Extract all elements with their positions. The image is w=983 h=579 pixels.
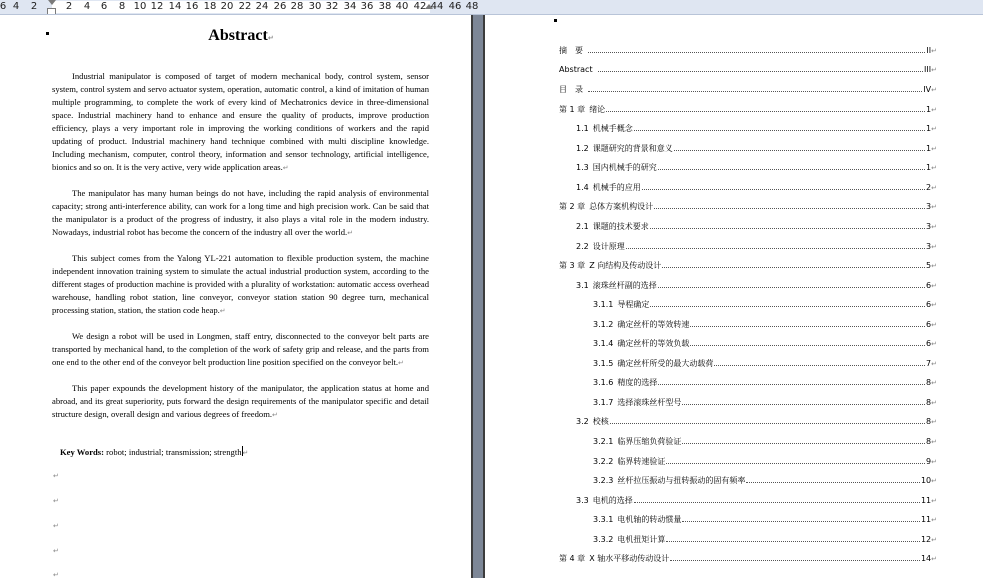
abstract-paragraph-1[interactable]: [52, 70, 429, 175]
toc-entry-title: 确定丝杆的等效转速: [617, 319, 690, 329]
toc-dot-leader: [666, 462, 925, 464]
ruler-tick: 36: [360, 1, 374, 12]
toc-entry-title: 设计原理: [592, 241, 625, 251]
toc-entry[interactable]: [593, 534, 937, 548]
toc-entry-title: 丝杆拉压振动与扭转振动的固有频率: [617, 476, 746, 486]
toc-entry-page: 5: [926, 261, 932, 271]
toc-dot-leader: [674, 149, 925, 151]
toc-entry[interactable]: [559, 260, 937, 274]
ruler-tick: 12: [150, 1, 164, 12]
toc-entry[interactable]: [593, 338, 937, 352]
toc-entry[interactable]: [593, 358, 937, 372]
toc-dot-leader: [610, 422, 925, 424]
toc-entry-title: 临界压缩负荷验证: [617, 437, 682, 446]
toc-entry[interactable]: [593, 397, 937, 411]
paragraph-mark-icon: ↵: [931, 555, 937, 564]
toc-dot-leader: [650, 227, 925, 229]
paragraph-mark-icon: ↵: [931, 320, 937, 329]
keywords-label: Key Words:: [60, 447, 105, 457]
paragraph-mark-icon: ↵: [931, 242, 937, 251]
toc-dot-leader: [634, 129, 925, 131]
paragraph-mark-icon: ↵: [931, 65, 937, 74]
toc-entry-title: 电机扭矩计算: [617, 534, 666, 544]
toc-entry-number: 1.3: [576, 163, 589, 173]
toc-entry-number: 3.2.2: [593, 456, 614, 466]
toc-entry[interactable]: [576, 143, 937, 157]
toc-entry-title: 课题研究的背景和意义: [592, 143, 673, 153]
paragraph-text: Industrial manipulator is composed of target of modern mechanical body, control system, sensor system, control system and servo actuator system, operation, automatic control, a kind of imitation of human multiple programming, to complete the work of every kind of Mechatronics device in three-dimensional space. Industrial machinery hand to enhance and ensure the quality of products, improve production efficiency, plays a very important role in improving the working conditions of workers and the rapid updating of product. Industrial machinery hand technique combined with multi discipline knowledge. Including mechanism, computer, control theory, information and sensor technology, artificial intelligence, bionics and so on. It is the very active, very wide application areas.: [52, 71, 429, 172]
toc-dot-leader: [606, 110, 925, 112]
paragraph-mark-icon: ↵: [931, 125, 937, 134]
toc-dot-leader: [588, 51, 925, 53]
toc-entry-page: II: [926, 46, 932, 55]
ruler-tick: 42: [413, 1, 427, 12]
toc-dot-leader: [746, 481, 920, 483]
abstract-paragraph-5[interactable]: [52, 382, 429, 422]
toc-entry-page: 6: [926, 339, 932, 349]
toc-entry-page: IV: [923, 85, 932, 95]
margin-corner-mark: [554, 19, 557, 22]
toc-entry-number: 第 1 章: [559, 104, 586, 114]
toc-entry[interactable]: [559, 45, 937, 59]
toc-entry[interactable]: [576, 182, 937, 196]
toc-entry-number: Abstract: [559, 64, 593, 74]
toc-entry-title: 电机的选择: [592, 495, 633, 505]
toc-dot-leader: [662, 266, 925, 268]
toc-entry-number: 3.1.1: [593, 300, 614, 310]
ruler-tick: 32: [325, 1, 339, 12]
toc-entry-title: 选择滚珠丝杆型号: [617, 397, 682, 407]
toc-entry-page: 6: [926, 280, 932, 290]
paragraph-mark-icon: ↵: [398, 358, 404, 367]
ruler-tick: 4: [12, 1, 20, 12]
page-gap: [471, 15, 485, 578]
toc-entry-page: 8: [926, 437, 932, 446]
toc-dot-leader: [682, 520, 920, 522]
toc-dot-leader: [682, 442, 925, 444]
toc-entry-page: 8: [926, 378, 932, 388]
toc-entry-page: III: [924, 64, 932, 74]
paragraph-mark-icon: ↵: [931, 457, 937, 466]
paragraph-mark-icon: ↵: [931, 496, 937, 505]
toc-entry-title: 电机轴的转动惯量: [617, 515, 682, 525]
paragraph-mark-icon: ↵: [931, 86, 937, 95]
toc-entry[interactable]: [593, 299, 937, 313]
empty-paragraph-mark: ↵: [53, 497, 59, 505]
toc-entry-number: 1.4: [576, 182, 589, 192]
toc-entry[interactable]: [576, 221, 937, 235]
toc-entry-title: X 轴水平移动传动设计: [589, 554, 670, 564]
toc-entry-page: 6: [926, 319, 932, 329]
toc-dot-leader: [658, 168, 925, 170]
toc-entry-number: 1.2: [576, 143, 589, 153]
ruler-tick: 18: [203, 1, 217, 12]
paragraph-mark-icon: ↵: [931, 477, 937, 486]
toc-entry-page: 1: [926, 163, 932, 173]
toc-entry-page: 7: [926, 358, 932, 368]
toc-entry-number: 3.2.1: [593, 437, 614, 446]
toc-entry-page: 8: [926, 417, 932, 427]
toc-dot-leader: [682, 403, 925, 405]
ruler-tick: 14: [168, 1, 182, 12]
toc-dot-leader: [690, 344, 925, 346]
toc-entry-title: 精度的选择: [617, 378, 658, 388]
toc-entry-page: 14: [920, 554, 932, 564]
ruler-tick: 16: [185, 1, 199, 12]
toc-entry[interactable]: [593, 514, 937, 528]
empty-paragraph-mark: ↵: [53, 547, 59, 555]
toc-dot-leader: [690, 325, 925, 327]
empty-paragraph-mark: ↵: [53, 522, 59, 530]
toc-entry[interactable]: [576, 280, 937, 294]
paragraph-mark-icon: ↵: [931, 281, 937, 290]
toc-entry[interactable]: [559, 65, 937, 79]
paragraph-mark-icon: ↵: [931, 438, 937, 446]
toc-entry-title: 课题的技术要求: [592, 221, 649, 231]
toc-entry-title: 确定丝杆的等效负载: [617, 339, 690, 349]
toc-entry-number: 2.2: [576, 241, 589, 251]
paragraph-mark-icon: ↵: [931, 262, 937, 271]
paragraph-mark-icon: ↵: [931, 144, 937, 153]
toc-entry-title: 机械手概念: [592, 124, 633, 134]
toc-page[interactable]: [485, 15, 983, 578]
toc-entry-number: 3.1.5: [593, 358, 614, 368]
toc-entry-title: 国内机械手的研究: [592, 163, 657, 173]
toc-entry-number: 3.2.3: [593, 476, 614, 486]
toc-dot-leader: [650, 305, 925, 307]
toc-entry[interactable]: [559, 201, 937, 215]
paragraph-mark-icon: ↵: [931, 379, 937, 388]
paragraph-mark-icon: ↵: [931, 359, 937, 368]
ruler-tick: 40: [395, 1, 409, 12]
paragraph-mark-icon: ↵: [272, 410, 278, 419]
toc-entry[interactable]: [559, 553, 937, 567]
toc-entry-number: 第 3 章: [559, 261, 586, 271]
paragraph-text: The manipulator has many human beings do not have, including the rapid analysis of environmental capacity; strong anti-interference ability, can work for a long time and high precision work. Can be said that the manipulator is a product of the progress of industry, it also plays a vital role in the modern industry. Nowadays, industrial robot has become the concern of the industry all over the world.: [52, 188, 429, 237]
toc-dot-leader: [666, 540, 920, 542]
toc-entry[interactable]: [593, 377, 937, 391]
left-indent-marker[interactable]: [47, 8, 56, 15]
paragraph-mark-icon: ↵: [931, 535, 937, 544]
toc-entry[interactable]: [576, 416, 937, 430]
empty-paragraph-mark: ↵: [53, 472, 59, 480]
ruler-tick: 44: [430, 1, 444, 12]
toc-dot-leader: [658, 383, 925, 385]
paragraph-mark-icon: ↵: [242, 449, 249, 457]
paragraph-mark-icon: ↵: [931, 222, 937, 231]
toc-entry-page: 3: [926, 202, 932, 212]
toc-dot-leader: [658, 286, 925, 288]
ruler-tick: 28: [290, 1, 304, 12]
abstract-paragraph-4[interactable]: [52, 330, 429, 370]
ruler-tick: 2: [65, 1, 73, 12]
ruler-tick: 46: [448, 1, 462, 12]
toc-entry-title: 绪论: [589, 104, 606, 114]
ruler-tick: 38: [378, 1, 392, 12]
paragraph-mark-icon: ↵: [282, 163, 289, 172]
toc-entry-number: 3.1.6: [593, 378, 614, 388]
toc-entry[interactable]: [559, 104, 937, 118]
toc-entry-title: 临界转速验证: [617, 456, 666, 466]
toc-entry-title: Z 向结构及传动设计: [589, 261, 662, 271]
toc-entry-page: 10: [920, 476, 932, 486]
paragraph-mark-icon: ↵: [931, 516, 937, 525]
toc-dot-leader: [634, 501, 920, 503]
paragraph-mark-icon: ↵: [931, 203, 937, 212]
paragraph-text: We design a robot will be used in Longmen, staff entry, disconnected to the conveyor belt parts are transported by mechanical hand, to the completion of the work of safety grip and release, and the parts from one end to the other end of the conveyor belt production line position specified on the conveyor belt.: [52, 331, 429, 367]
paragraph-mark-icon: ↵: [931, 105, 937, 114]
margin-corner-mark: [46, 32, 49, 35]
toc-entry-title: 滚珠丝杆副的选择: [592, 280, 657, 290]
toc-entry-title: 总体方案机构设计: [589, 202, 654, 212]
toc-entry-page: 12: [920, 534, 932, 544]
toc-entry-number: 目 录: [559, 85, 583, 95]
toc-entry[interactable]: [593, 319, 937, 333]
toc-dot-leader: [714, 364, 925, 366]
ruler-tick: 34: [343, 1, 357, 12]
toc-entry[interactable]: [593, 456, 937, 470]
toc-entry-number: 3.3: [576, 495, 589, 505]
toc-entry-title: 导程确定: [617, 300, 650, 310]
toc-entry-number: 3.1.2: [593, 319, 614, 329]
ruler-tick: 6: [0, 1, 7, 12]
toc-entry-number: 3.3.1: [593, 515, 614, 525]
ruler-tick: 2: [30, 1, 38, 12]
toc-entry[interactable]: [576, 123, 937, 137]
toc-entry[interactable]: [593, 475, 937, 489]
toc-entry-page: 1: [926, 104, 932, 114]
ruler-tick: 26: [273, 1, 287, 12]
keywords-line[interactable]: [60, 446, 248, 457]
toc-entry-number: 第 2 章: [559, 202, 586, 212]
toc-entry-page: 6: [926, 300, 932, 310]
toc-entry-page: 3: [926, 241, 932, 251]
ruler-tick: 20: [220, 1, 234, 12]
empty-paragraph-mark: ↵: [53, 571, 59, 579]
horizontal-ruler[interactable]: [0, 0, 983, 15]
toc-dot-leader: [670, 559, 920, 561]
abstract-page[interactable]: [0, 15, 471, 578]
paragraph-mark-icon: ↵: [931, 164, 937, 173]
toc-entry-page: 9: [926, 456, 932, 466]
toc-dot-leader: [642, 188, 925, 190]
toc-entry[interactable]: [559, 84, 937, 98]
paragraph-mark-icon: ↵: [347, 228, 354, 237]
toc-entry-number: 1.1: [576, 124, 589, 134]
toc-entry-number: 2.1: [576, 221, 589, 231]
first-line-indent-marker[interactable]: [48, 0, 56, 5]
toc-entry-number: 第 4 章: [559, 554, 586, 564]
abstract-title: [52, 27, 430, 45]
toc-dot-leader: [598, 70, 923, 72]
toc-entry-page: 11: [920, 495, 932, 505]
ruler-tick: 8: [118, 1, 126, 12]
toc-entry-number: 摘 要: [559, 46, 583, 55]
paragraph-mark-icon: ↵: [267, 34, 274, 42]
right-indent-marker[interactable]: [425, 4, 433, 9]
abstract-paragraph-3[interactable]: [52, 252, 429, 318]
toc-entry[interactable]: [576, 241, 937, 255]
ruler-tick: 24: [255, 1, 269, 12]
ruler-tick: 22: [238, 1, 252, 12]
ruler-tick: 4: [83, 1, 91, 12]
keywords-value: robot; industrial; transmission; strength: [104, 447, 242, 457]
toc-entry-title: 校核: [592, 417, 609, 427]
paragraph-mark-icon: ↵: [931, 398, 937, 407]
paragraph-text: This paper expounds the development history of the manipulator, the application status at home and abroad, and its great superiority, puts forward the design requirements of the manipulator specific and detail structure design, overall design and various degrees of freedom.: [52, 383, 429, 419]
toc-entry-page: 2: [926, 182, 932, 192]
toc-entry-number: 3.2: [576, 417, 589, 427]
paragraph-mark-icon: ↵: [931, 301, 937, 310]
toc-entry-number: 3.1.4: [593, 339, 614, 349]
ruler-tick: 48: [465, 1, 479, 12]
toc-entry-number: 3.3.2: [593, 534, 614, 544]
toc-entry-title: 确定丝杆所受的最大动载荷: [617, 358, 714, 368]
paragraph-mark-icon: ↵: [931, 418, 937, 427]
toc-dot-leader: [588, 90, 922, 92]
ruler-tick: 30: [308, 1, 322, 12]
toc-entry-page: 3: [926, 221, 932, 231]
toc-entry-page: 1: [926, 124, 932, 134]
toc-entry-page: 8: [926, 397, 932, 407]
toc-entry-number: 3.1.7: [593, 397, 614, 407]
paragraph-text: This subject comes from the Yalong YL-221 automation to flexible production system, the machine independent innovation training system to simulate the actual industrial production system, according to the different stages of production machine is provided with a plurality of workstation: automatic access overhead warehouse, handling robot station, line conveyor, conveyor station station 90 degree turn, mechanical processing station, station, the station code heap.: [52, 253, 429, 315]
abstract-paragraph-2[interactable]: [52, 187, 429, 240]
ruler-tick: 10: [133, 1, 147, 12]
paragraph-mark-icon: ↵: [931, 47, 937, 55]
abstract-title-text: Abstract: [208, 27, 268, 44]
paragraph-mark-icon: ↵: [219, 306, 226, 315]
paragraph-mark-icon: ↵: [931, 183, 937, 192]
toc-entry-page: 1: [926, 143, 932, 153]
toc-entry[interactable]: [593, 436, 937, 450]
toc-dot-leader: [626, 247, 925, 249]
toc-dot-leader: [654, 207, 925, 209]
toc-entry[interactable]: [576, 162, 937, 176]
ruler-tick: 6: [100, 1, 108, 12]
toc-entry[interactable]: [576, 495, 937, 509]
paragraph-mark-icon: ↵: [931, 340, 937, 349]
toc-entry-page: 11: [920, 515, 932, 525]
toc-entry-title: 机械手的应用: [592, 182, 641, 192]
toc-entry-number: 3.1: [576, 280, 589, 290]
